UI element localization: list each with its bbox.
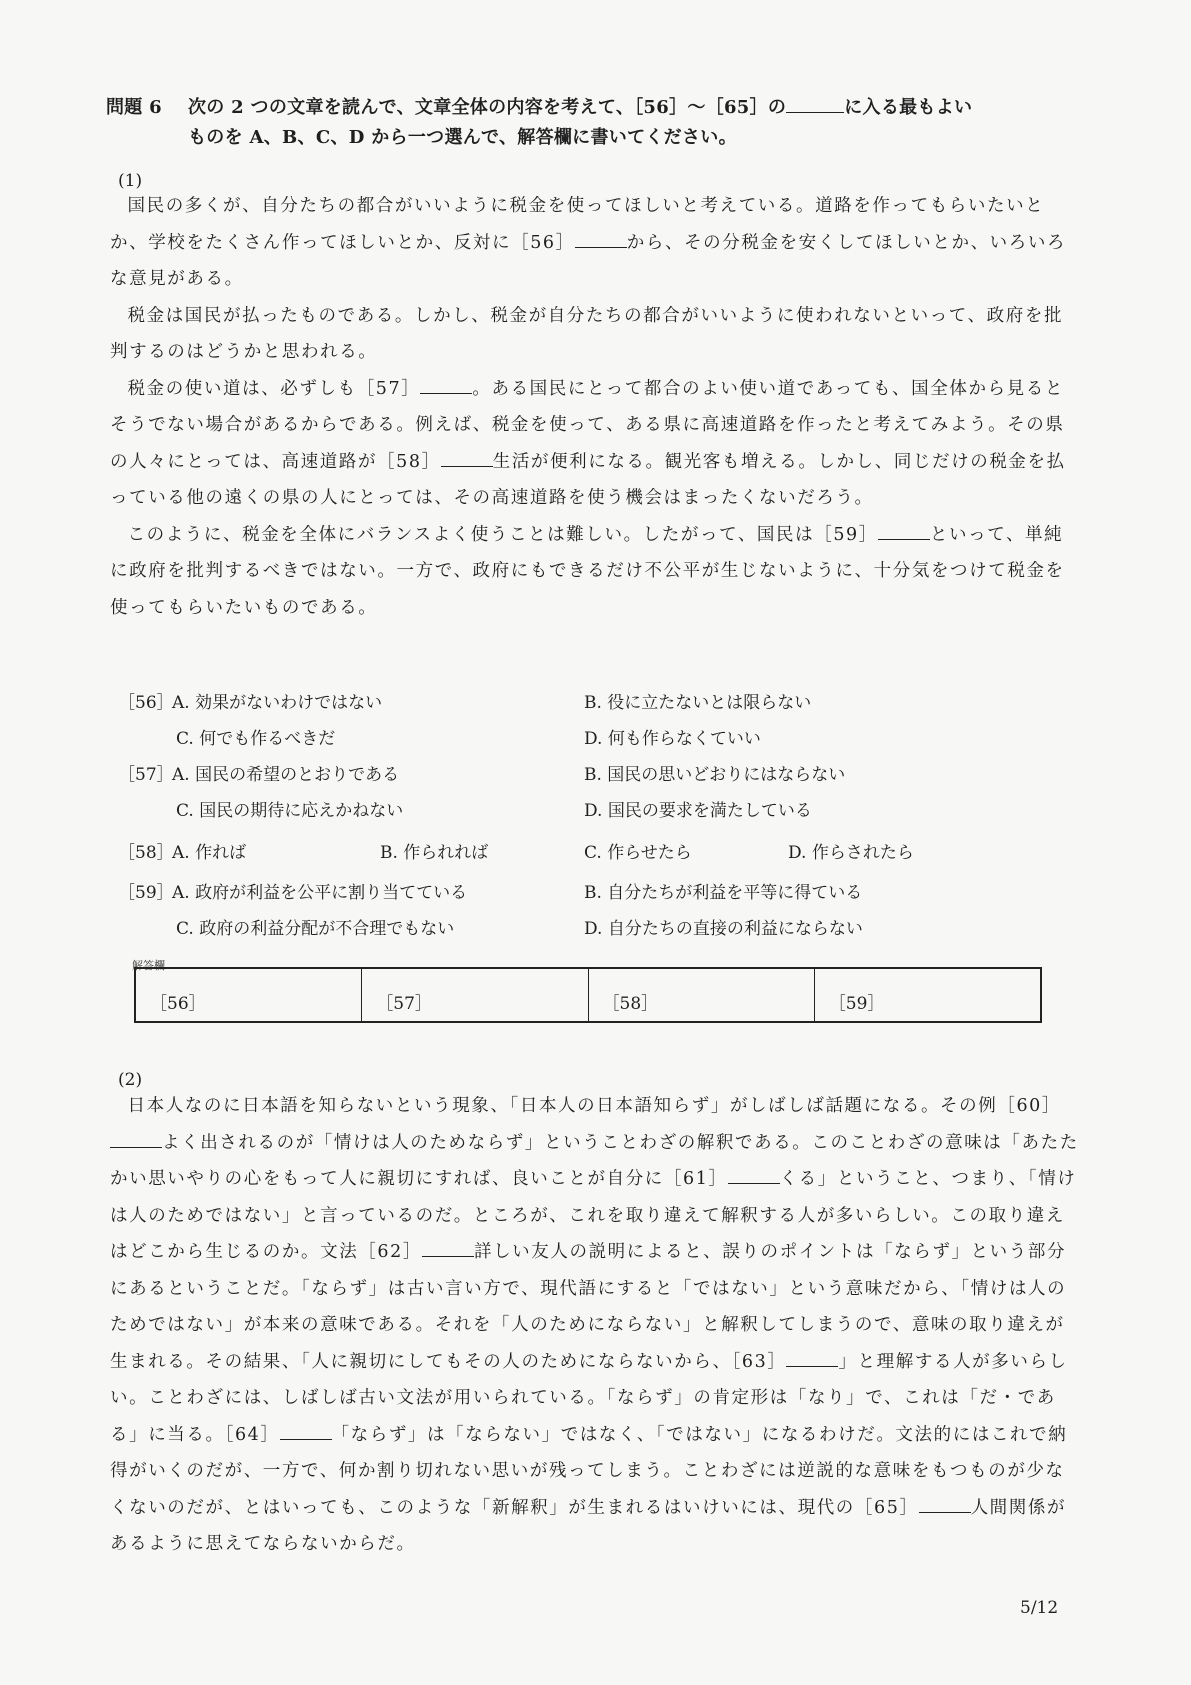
question-number: 問題 6 bbox=[106, 97, 162, 118]
text-segment: 生活が便利になる。観光客も増える。しかし、同じだけの税金を払っている他の遠くの県の人にとっては、その高速道路を使う機会はまったくないだろう。 bbox=[110, 451, 1066, 508]
instruction-line-1 bbox=[106, 93, 1086, 123]
text-segment: 日本人なのに日本語を知らないという現象、「日本人の日本語知らず」がしばしば話題になる。その例［60］ bbox=[127, 1096, 1062, 1116]
passage-1-paragraph-3 bbox=[110, 371, 1080, 517]
blank-62 bbox=[422, 1242, 474, 1257]
option-b: B. 自分たちが利益を平等に得ている bbox=[584, 883, 863, 903]
option-c: C. 国民の期待に応えかねない bbox=[176, 801, 404, 821]
option-b: B. 役に立たないとは限らない bbox=[584, 693, 812, 713]
option-question-number: ［57］ bbox=[118, 765, 174, 785]
answer-sheet-label: 解答欄 bbox=[132, 959, 165, 972]
option-b: B. 国民の思いどおりにはならない bbox=[584, 765, 846, 785]
option-d: D. 作らされたら bbox=[788, 843, 914, 863]
option-d: D. 自分たちの直接の利益にならない bbox=[584, 919, 863, 939]
text-segment: 詳しい友人の説明によると、誤りのポイントは「ならず」という部分にあるということだ。「ならず」は古い言い方で、現代語にすると「ではない」という意味だから、「情けは人のためではない」が本来の意味である。それを「人のためにならない」と解釈してしまうので、意味の取り違えが生まれる。その結果、「人に親切にしてもその人のためにならないから、［63］ bbox=[110, 1242, 1067, 1372]
text-segment: 。ある国民にとって都合のよい使い道であっても、国全体から見るとそうでない場合があるからである。例えば、税金を使って、ある県に高速道路を作ったと考えてみよう。その県の人々にとっては、高速道路が［58］ bbox=[110, 378, 1065, 472]
answer-sheet bbox=[134, 967, 1042, 1023]
text-segment: 税金の使い道は、必ずしも［57］ bbox=[127, 378, 421, 399]
answer-cell-59[interactable]: ［59］ bbox=[828, 994, 885, 1014]
passage-2 bbox=[110, 1088, 1080, 1563]
blank-56 bbox=[575, 233, 627, 248]
blank-line bbox=[786, 98, 844, 113]
option-question-number: ［59］ bbox=[118, 883, 174, 903]
option-d: D. 国民の要求を満たしている bbox=[584, 801, 812, 821]
text-segment: 人間関係があるように思えてならないからだ。 bbox=[110, 1497, 1067, 1554]
passage-1-paragraph-1 bbox=[110, 188, 1080, 298]
option-question-number: ［56］ bbox=[118, 693, 174, 713]
blank-65 bbox=[919, 1498, 971, 1513]
answer-cell-56[interactable]: ［56］ bbox=[136, 969, 362, 1021]
option-question-number: ［58］ bbox=[118, 843, 174, 863]
option-c: C. 何でも作るべきだ bbox=[176, 729, 336, 749]
passage-2-label: (2) bbox=[118, 1070, 143, 1090]
text-segment: よく出されるのが「情けは人のためならず」ということわざの解釈である。このことわざの意味は「あたたかい思いやりの心をもって人に親切にすれば、良いことが自分に［61］ bbox=[110, 1132, 1079, 1189]
passage-1-label: (1) bbox=[118, 171, 143, 191]
text-segment: といって、単純に政府を批判するべきではない。一方で、政府にもできるだけ不公平が生じないように、十分気をつけて税金を使ってもらいたいものである。 bbox=[110, 524, 1065, 618]
question-instructions bbox=[106, 93, 1086, 153]
instruction-text-b: に入る最もよい bbox=[844, 97, 973, 118]
option-b: B. 作られれば bbox=[380, 843, 489, 863]
option-a: A. 国民の希望のとおりである bbox=[172, 765, 400, 785]
answer-cell-57[interactable]: ［57］ bbox=[362, 969, 588, 1021]
page-number: 5/12 bbox=[1020, 1598, 1059, 1618]
passage-1-paragraph-4 bbox=[110, 517, 1080, 627]
text-segment: 「ならず」は「ならない」ではなく、「ではない」になるわけだ。文法的にはこれで納得がいくのだが、一方で、何か割り切れない思いが残ってしまう。ことわざには逆説的な意味をもつものが少なくないのだが、とはいっても、このような「新解釈」が生まれるはいけいには、現代の［65］ bbox=[110, 1424, 1068, 1518]
blank-64 bbox=[280, 1425, 332, 1440]
option-a: A. 作れば bbox=[172, 843, 247, 863]
passage-1-paragraph-2: 税金は国民が払ったものである。しかし、税金が自分たちの都合がいいように使われないといって、政府を批判するのはどうかと思われる。 bbox=[110, 305, 1064, 362]
option-a: A. 効果がないわけではない bbox=[172, 693, 383, 713]
passage-2-paragraph bbox=[110, 1088, 1080, 1563]
blank-63 bbox=[786, 1352, 838, 1367]
text-segment: 」と理解する人が多いらしい。ことわざには、しばしば古い文法が用いられている。「ならず」の肯定形は「なり」で、これは「だ・である」に当る。［64］ bbox=[110, 1351, 1068, 1445]
option-c: C. 作らせたら bbox=[584, 843, 692, 863]
text-segment: 国民の多くが、自分たちの都合がいいように税金を使ってほしいと考えている。道路を作ってもらいたいとか、学校をたくさん作ってほしいとか、反対に［56］ bbox=[110, 196, 1045, 253]
text-segment: このように、税金を全体にバランスよく使うことは難しい。したがって、国民は［59］ bbox=[127, 524, 878, 545]
blank-58 bbox=[441, 452, 493, 467]
blank-59 bbox=[878, 525, 930, 540]
answer-cell-58[interactable]: ［58］ bbox=[589, 969, 815, 1021]
instruction-line-2: ものを A、B、C、D から一つ選んで、解答欄に書いてください。 bbox=[188, 127, 737, 148]
option-c: C. 政府の利益分配が不合理でもない bbox=[176, 919, 455, 939]
instruction-text-a: 次の 2 つの文章を読んで、文章全体の内容を考えて、［56］～［65］の bbox=[188, 97, 787, 118]
option-a: A. 政府が利益を公平に割り当てている bbox=[172, 883, 468, 903]
blank-60 bbox=[110, 1133, 162, 1148]
text-segment: くる」ということ、つまり、「情けは人のためではない」と言っているのだ。ところが、これを取り違えて解釈する人が多いらしい。この取り違えはどこから生じるのか。文法［62］ bbox=[110, 1169, 1077, 1262]
blank-57 bbox=[420, 379, 472, 394]
option-d: D. 何も作らなくていい bbox=[584, 729, 761, 749]
blank-61 bbox=[728, 1169, 780, 1184]
passage-1 bbox=[110, 188, 1080, 626]
text-segment: から、その分税金を安くしてほしいとか、いろいろな意見がある。 bbox=[110, 232, 1067, 289]
